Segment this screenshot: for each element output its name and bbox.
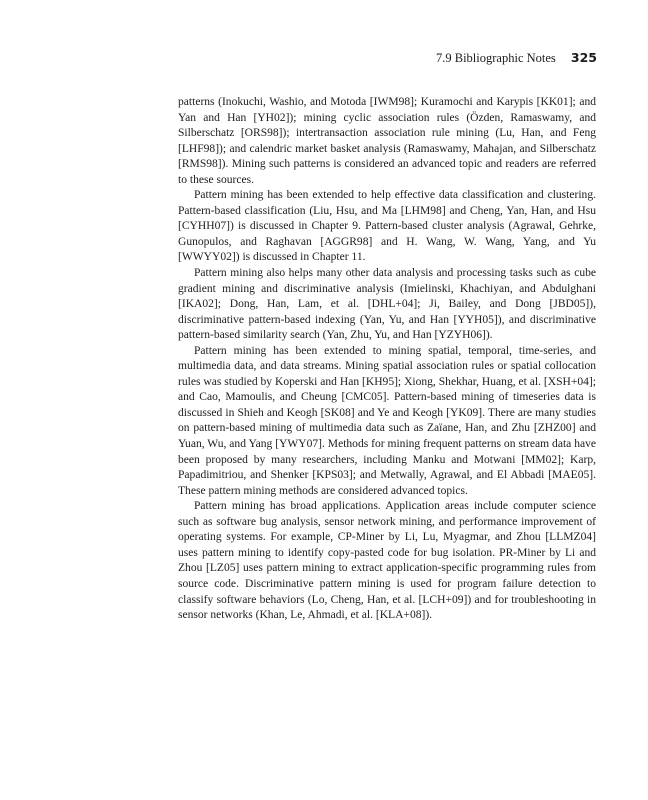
paragraph-applications: Pattern mining has broad applications. Application areas include computer science such as software bug analysis, sensor network mining, and performance improvement of operating systems. For example, CP-Miner by Li, Lu, Myagmar, and Zhou [LLMZ04] uses pattern mining to identify copy-pasted code for bug isolation. PR-Miner by Li and Zhou [LZ05] uses pattern mining to extract application-specific programming rules from source code. Discriminative pattern mining is used for program failure detection to classify software behaviors (Lo, Cheng, Han, et al. [LCH+09]) and for troubleshooting in sensor networks (Khan, Le, Ahmadi, et al. [KLA+08]). bbox=[178, 500, 596, 622]
paragraph-continued: patterns (Inokuchi, Washio, and Motoda [IWM98]; Kuramochi and Karypis [KK01]; and Yan and Han [YH02]); mining cyclic association rules (Özden, Ramaswamy, and Silberschatz [ORS98]); intertransaction association rule mining (Lu, Han, and Feng [LHF98]); and calendric market basket analysis (Ramaswamy, Mahajan, and Silberschatz [RMS98]). Mining such patterns is considered an advanced topic and readers are referred to these sources. bbox=[178, 96, 596, 186]
paragraph-classification-clustering: Pattern mining has been extended to help effective data classification and clustering. Pattern-based classification (Liu, Hsu, and Ma [LHM98] and Cheng, Yan, Han, and Hsu [CYHH07]) is discussed in Chapter 9. Pattern-based cluster analysis (Agrawal, Gehrke, Gunopulos, and Raghavan [AGGR98] and H. Wang, W. Wang, Yang, and Yu [WWYY02]) is discussed in Chapter 11. bbox=[178, 189, 596, 264]
running-head bbox=[180, 50, 597, 66]
paragraph-spatial-temporal-streams: Pattern mining has been extended to mining spatial, temporal, time-series, and multimedia data, and data streams. Mining spatial association rules or spatial collocation rules was studied by Koperski and Han [KH95]; Xiong, Shekhar, Huang, et al. [XSH+04]; and Cao, Mamoulis, and Cheung [CMC05]. Pattern-based mining of timeseries data is discussed in Shieh and Keogh [SK08] and Ye and Keogh [YK09]. There are many studies on pattern-based mining of multimedia data such as Zaïane, Han, and Zhu [ZHZ00] and Yuan, Wu, and Yang [YWY07]. Methods for mining frequent patterns on stream data have been proposed by many researchers, including Manku and Motwani [MM02]; Karp, Papadimitriou, and Shenker [KPS03]; and Metwally, Agrawal, and El Abbadi [MAE05]. These pattern mining methods are considered advanced topics. bbox=[178, 344, 596, 497]
page-number: 325 bbox=[570, 50, 597, 65]
body-text bbox=[178, 95, 596, 624]
paragraph-other-analysis-tasks: Pattern mining also helps many other data analysis and processing tasks such as cube gradient mining and discriminative analysis (Imielinski, Khachiyan, and Abdulghani [IKA02]; Dong, Han, Lam, et al. [DHL+04]; Ji, Bailey, and Dong [JBD05]), discriminative pattern-based indexing (Yan, Yu, and Han [YYH05]), and discriminative pattern-based similarity search (Yan, Zhu, Yu, and Han [YZYH06]). bbox=[178, 267, 596, 342]
section-title: 7.9 Bibliographic Notes bbox=[436, 51, 556, 65]
